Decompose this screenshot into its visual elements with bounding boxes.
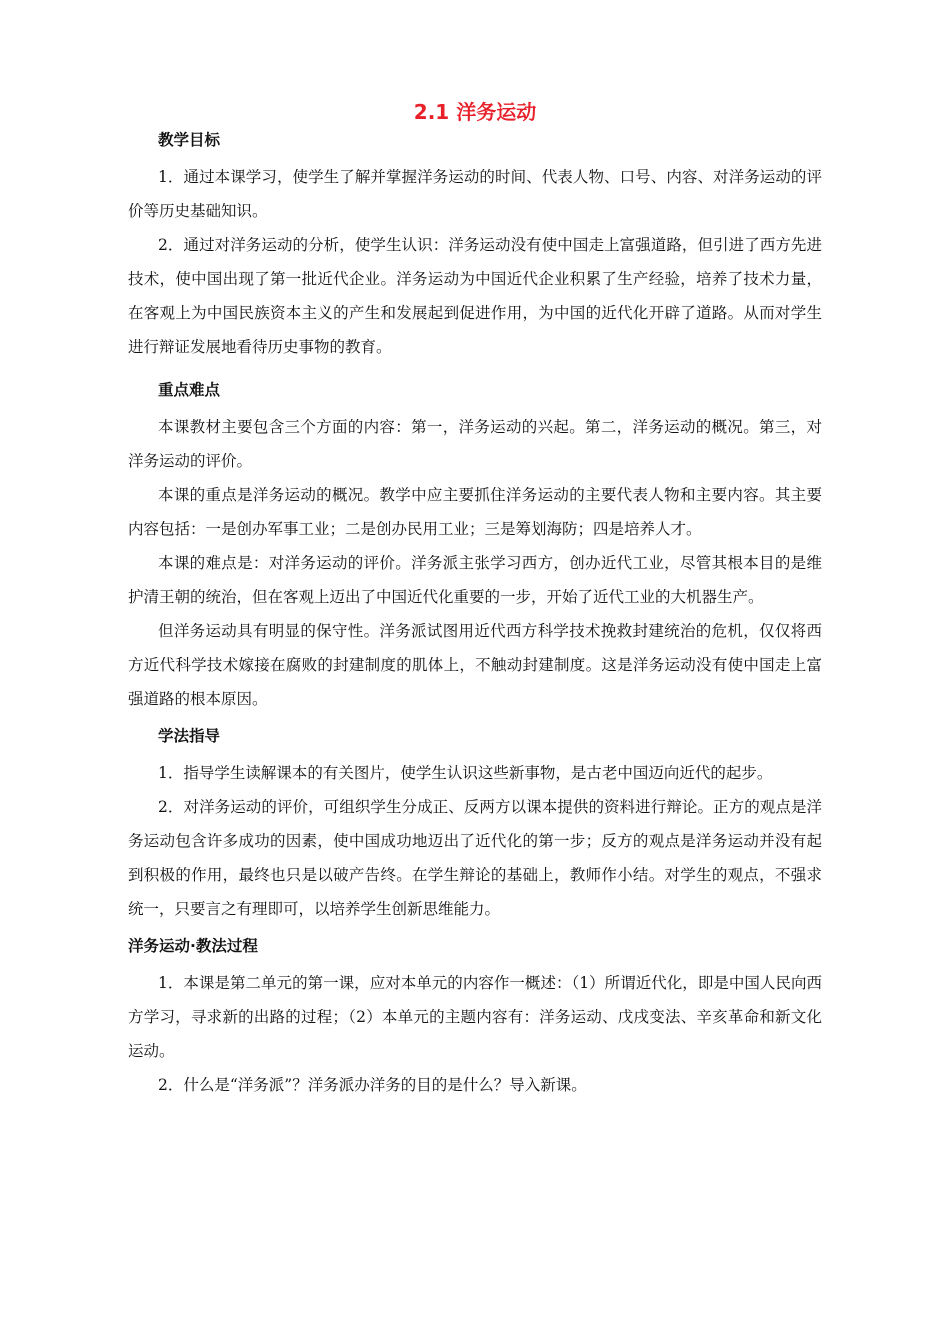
section-heading-method-guidance: 学法指导: [158, 727, 221, 745]
paragraph: 但洋务运动具有明显的保守性。洋务派试图用近代西方科学技术挽救封建统治的危机，仅仅将西方近代科学技术嫁接在腐败的封建制度的肌体上，不触动封建制度。这是洋务运动没有使中国走上富强道路的根本原因。: [128, 622, 822, 708]
section-heading-teaching-process: 洋务运动·教法过程: [128, 937, 258, 955]
section-heading-key-points: 重点难点: [158, 381, 221, 399]
paragraph: 本课的重点是洋务运动的概况。教学中应主要抓住洋务运动的主要代表人物和主要内容。其主要内容包括：一是创办军事工业；二是创办民用工业；三是筹划海防；四是培养人才。: [128, 486, 822, 538]
page-title: 2.1 洋务运动: [413, 100, 537, 124]
paragraph: 1．指导学生读解课本的有关图片，使学生认识这些新事物，是古老中国迈向近代的起步。: [158, 764, 773, 782]
paragraph: 2．通过对洋务运动的分析，使学生认识：洋务运动没有使中国走上富强道路，但引进了西方先进技术，使中国出现了第一批近代企业。洋务运动为中国近代企业积累了生产经验，培养了技术力量，在客观上为中国民族资本主义的产生和发展起到促进作用，为中国的近代化开辟了道路。从而对学生进行辩证发展地看待历史事物的教育。: [128, 236, 822, 356]
paragraph: 本课教材主要包含三个方面的内容：第一，洋务运动的兴起。第二，洋务运动的概况。第三，对洋务运动的评价。: [128, 418, 822, 470]
paragraph: 1．通过本课学习，使学生了解并掌握洋务运动的时间、代表人物、口号、内容、对洋务运动的评价等历史基础知识。: [128, 168, 822, 220]
section-heading-objectives: 教学目标: [158, 131, 221, 149]
paragraph: 2．什么是“洋务派”？洋务派办洋务的目的是什么？导入新课。: [158, 1076, 587, 1094]
paragraph: 本课的难点是：对洋务运动的评价。洋务派主张学习西方，创办近代工业，尽管其根本目的是维护清王朝的统治，但在客观上迈出了中国近代化重要的一步，开始了近代工业的大机器生产。: [128, 554, 822, 606]
paragraph: 1．本课是第二单元的第一课，应对本单元的内容作一概述：（1）所谓近代化，即是中国人民向西方学习，寻求新的出路的过程；（2）本单元的主题内容有：洋务运动、戊戌变法、辛亥革命和新文化运动。: [128, 974, 822, 1060]
paragraph: 2．对洋务运动的评价，可组织学生分成正、反两方以课本提供的资料进行辩论。正方的观点是洋务运动包含许多成功的因素，使中国成功地迈出了近代化的第一步；反方的观点是洋务运动并没有起到积极的作用，最终也只是以破产告终。在学生辩论的基础上，教师作小结。对学生的观点，不强求统一，只要言之有理即可，以培养学生创新思维能力。: [128, 798, 822, 918]
